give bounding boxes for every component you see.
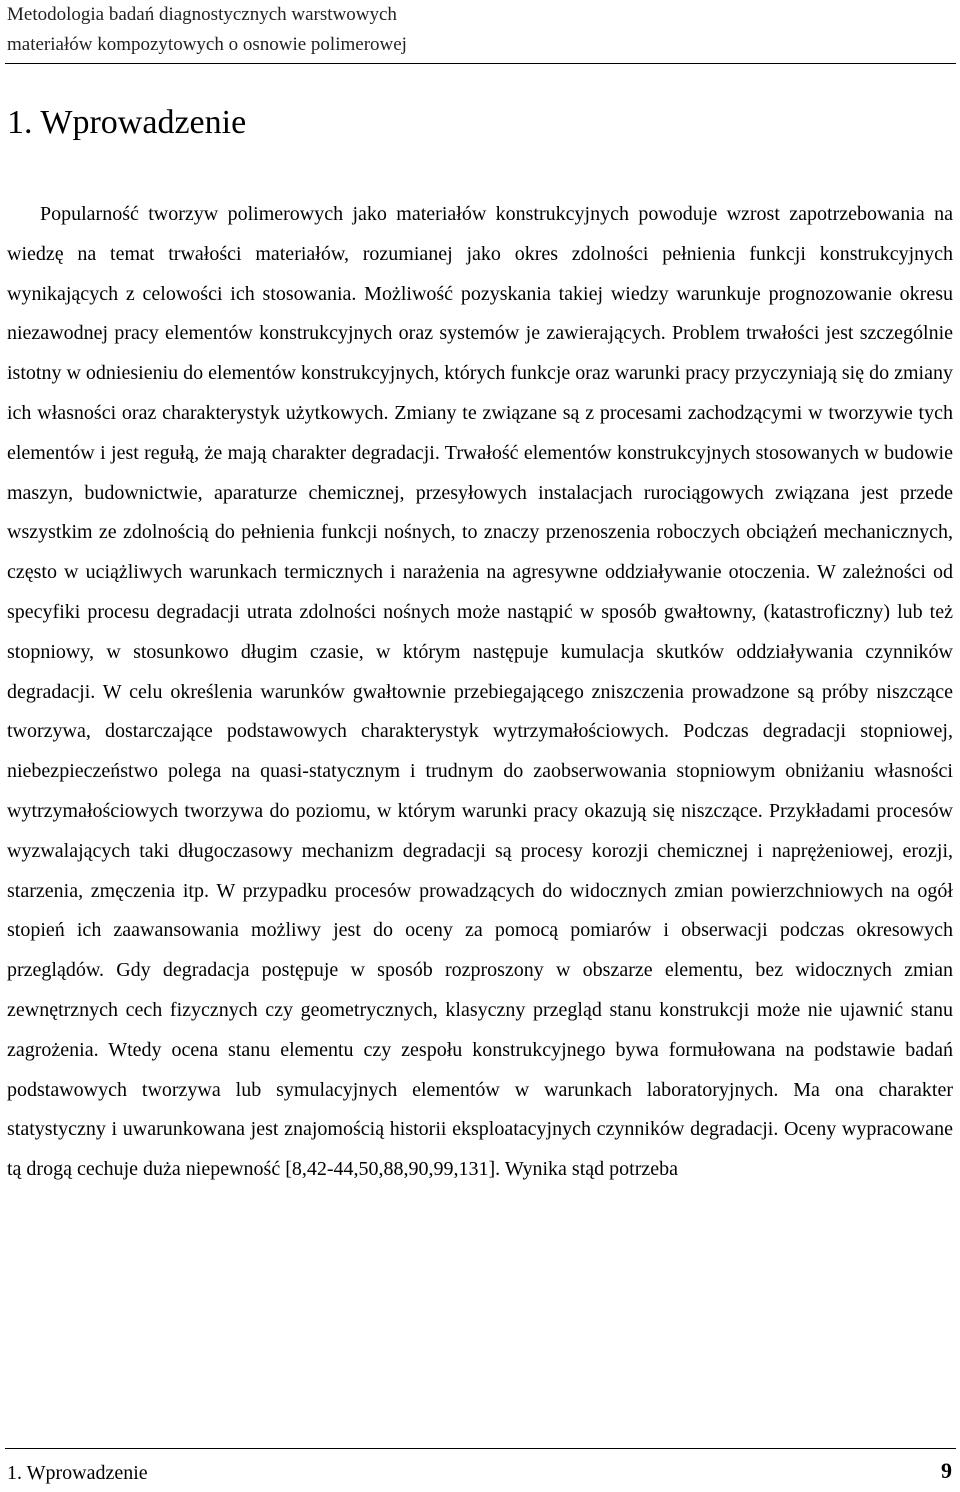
body-paragraph: Popularność tworzyw polimerowych jako materiałów konstrukcyjnych powoduje wzrost zapotrzebowania na wiedzę na temat trwałości materiałów, rozumianej jako okres zdolności pełnienia funkcji konstrukcyjnych wynikających z celowości ich stosowania. Możliwość pozyskania takiej wiedzy warunkuje prognozowanie okresu niezawodnej pracy elementów konstrukcyjnych oraz systemów je zawierających. Problem trwałości jest szczególnie istotny w odniesieniu do elementów konstrukcyjnych, których funkcje oraz warunki pracy przyczyniają się do zmiany ich własności oraz charakterystyk użytkowych. Zmiany te związane są z procesami zachodzącymi w tworzywie tych elementów i jest regułą, że mają charakter degradacji. Trwałość elementów konstrukcyjnych stosowanych w budowie maszyn, budownictwie, aparaturze chemicznej, przesyłowych instalacjach rurociągowych związana jest przede wszystkim ze zdolnością do pełnienia funkcji nośnych, to znaczy przenoszenia roboczych obciążeń mechanicznych, często w uciążliwych warunkach termicznych i narażenia na agresywne oddziaływanie otoczenia. W zależności od specyfiki procesu degradacji utrata zdolności nośnych może nastąpić w sposób gwałtowny, (katastroficzny) lub też stopniowy, w stosunkowo długim czasie, w którym następuje kumulacja skutków oddziaływania czynników degradacji. W celu określenia warunków gwałtownie przebiegającego zniszczenia prowadzone są próby niszczące tworzywa, dostarczające podstawowych charakterystyk wytrzymałościowych. Podczas degradacji stopniowej, niebezpieczeństwo polega na quasi-statycznym i trudnym do zaobserwowania stopniowym obniżaniu własności wytrzymałościowych tworzywa do poziomu, w którym warunki pracy okazują się niszczące. Przykładami procesów wyzwalających taki długoczasowy mechanizm degradacji są procesy korozji chemicznej i naprężeniowej, erozji, starzenia, zmęczenia itp. W przypadku procesów prowadzących do widocznych zmian powierzchniowych na ogół stopień ich zaawansowania możliwy jest do oceny za pomocą pomiarów i obserwacji podczas okresowych przeglądów. Gdy degradacja postępuje w sposób rozproszony w obszarze elementu, bez widocznych zmian zewnętrznych cech fizycznych czy geometrycznych, klasyczny przegląd stanu konstrukcji może nie ujawnić stanu zagrożenia. Wtedy ocena stanu elementu czy zespołu konstrukcyjnego bywa formułowana na podstawie badań podstawowych tworzywa lub symulacyjnych elementów w warunkach laboratoryjnych. Ma ona charakter statystyczny i uwarunkowana jest znajomością historii eksploatacyjnych czynników degradacji. Oceny wypracowane tą drogą cechuje duża niepewność [8,42-44,50,88,90,99,131]. Wynika stąd potrzeba: [7, 203, 953, 1181]
chapter-heading: 1. Wprowadzenie: [7, 104, 247, 141]
running-header-line-2: materiałów kompozytowych o osnowie polimerowej: [7, 34, 407, 55]
running-header: [7, 0, 953, 60]
header-divider: [5, 63, 956, 64]
footer-section-label: 1. Wprowadzenie: [7, 1462, 148, 1484]
running-header-line-1: Metodologia badań diagnostycznych warstwowych: [7, 4, 397, 25]
page-number: 9: [941, 1458, 952, 1483]
footer-divider: [5, 1448, 956, 1449]
